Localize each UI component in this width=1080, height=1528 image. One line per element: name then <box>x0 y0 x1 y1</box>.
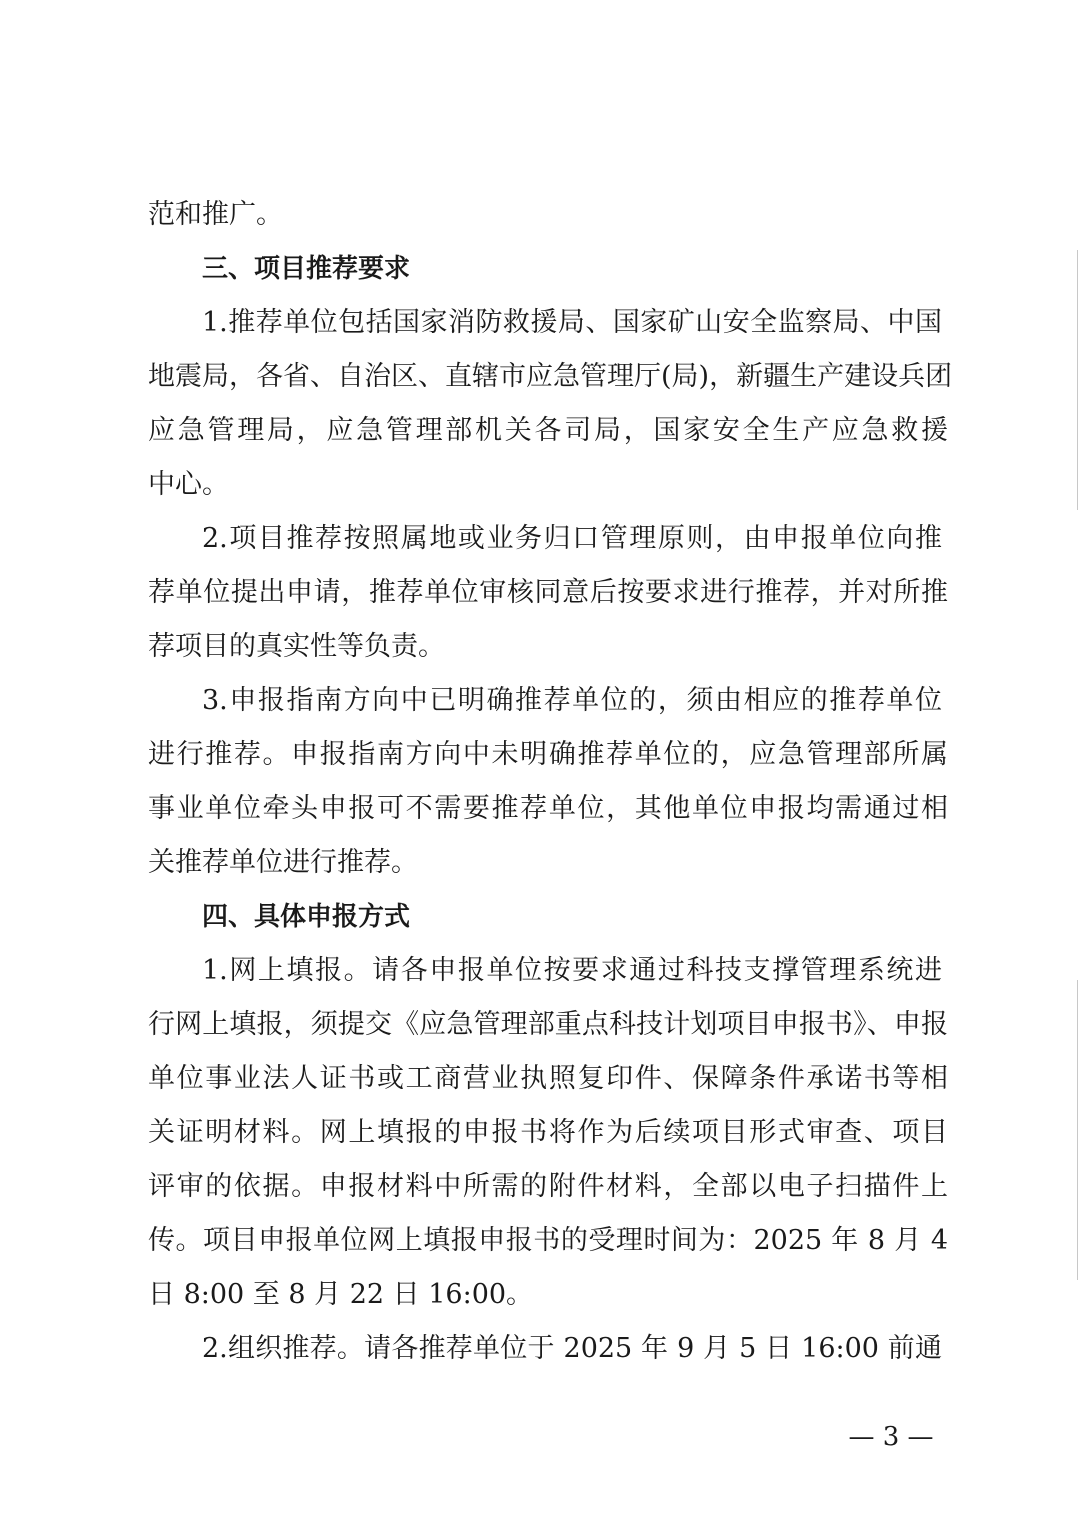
text-line: 2.组织推荐。请各推荐单位于 2025 年 9 月 5 日 16:00 前通 <box>202 1333 942 1364</box>
text-line: 荐单位提出申请，推荐单位审核同意后按要求进行推荐，并对所推 <box>148 577 948 608</box>
text-line: 传。项目申报单位网上填报申报书的受理时间为：2025 年 8 月 4 <box>148 1225 948 1256</box>
section-heading-3: 三、项目推荐要求 <box>202 254 411 284</box>
page-number: — 3 — <box>848 1422 934 1452</box>
scan-edge-line <box>1077 250 1078 510</box>
scan-edge-line <box>1077 980 1078 1280</box>
text-line: 评审的依据。申报材料中所需的附件材料，全部以电子扫描件上 <box>148 1171 948 1202</box>
text-line: 地震局，各省、自治区、直辖市应急管理厅(局)，新疆生产建设兵团 <box>148 361 953 392</box>
text-line: 1.网上填报。请各申报单位按要求通过科技支撑管理系统进 <box>202 955 942 986</box>
text-line: 2.项目推荐按照属地或业务归口管理原则，由申报单位向推 <box>202 523 942 554</box>
text-line: 荐项目的真实性等负责。 <box>148 631 445 662</box>
text-line: 事业单位牵头申报可不需要推荐单位，其他单位申报均需通过相 <box>148 793 948 824</box>
text-line: 行网上填报，须提交《应急管理部重点科技计划项目申报书》、申报 <box>148 1009 948 1040</box>
text-line: 进行推荐。申报指南方向中未明确推荐单位的，应急管理部所属 <box>148 739 948 770</box>
text-line: 日 8:00 至 8 月 22 日 16:00。 <box>148 1279 534 1310</box>
text-line: 范和推广。 <box>148 199 283 230</box>
text-line: 关推荐单位进行推荐。 <box>148 847 418 878</box>
text-line: 关证明材料。网上填报的申报书将作为后续项目形式审查、项目 <box>148 1117 948 1148</box>
text-line: 3.申报指南方向中已明确推荐单位的，须由相应的推荐单位 <box>202 685 942 716</box>
text-line: 应急管理局，应急管理部机关各司局，国家安全生产应急救援 <box>148 415 948 446</box>
text-line: 1.推荐单位包括国家消防救援局、国家矿山安全监察局、中国 <box>202 307 942 338</box>
text-line: 单位事业法人证书或工商营业执照复印件、保障条件承诺书等相 <box>148 1063 948 1094</box>
section-heading-4: 四、具体申报方式 <box>202 902 411 932</box>
text-line: 中心。 <box>148 469 229 500</box>
